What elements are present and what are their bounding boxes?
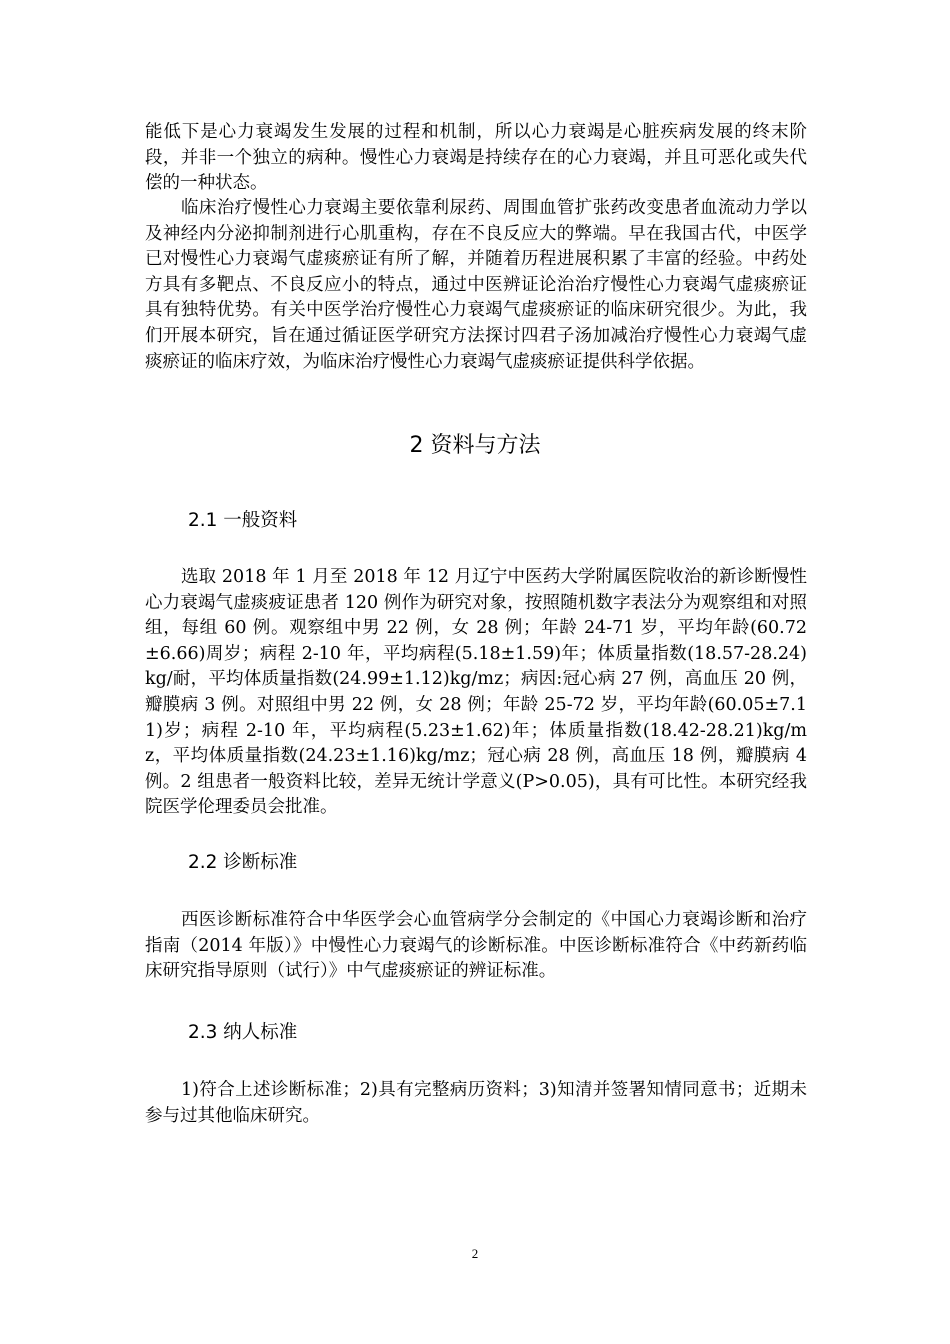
- diagnosis-paragraph: 西医诊断标准符合中华医学会心血管病学分会制定的《中国心力衰竭诊断和治疗指南（2014 年版）》中慢性心力衰竭气的诊断标准。中医诊断标准符合《中药新药临床研究指导原则（试行）》中气虚痰瘀证的辨证标准。: [145, 910, 807, 982]
- inclusion-paragraph: 1)符合上述诊断标准；2)具有完整病历资料；3)知清并签署知情同意书；近期未参与过其他临床研究。: [145, 1080, 807, 1126]
- general-data-paragraph: 选取 2018 年 1 月至 2018 年 12 月辽宁中医药大学附属医院收治的新诊断慢性心力衰竭气虚痰疲证患者 120 例作为研究对象，按照随机数字表法分为观察组和对照组，每组 60 例。观察组中男 22 例，女 28 例；年龄 24-71 岁，平均年龄(60.72±6.66)周岁；病程 2-10 年，平均病程(5.18±1.59)年；体质量指数(18.57-28.24)kg/耐，平均体质量指数(24.99±1.12)kg/mz；病因:冠心病 27 例，高血压 20 例，瓣膜病 3 例。对照组中男 22 例，女 28 例；年龄 25-72 岁，平均年龄(60.05±7.11)岁；病程 2-10 年，平均病程(5.23±1.62)年；体质量指数(18.42-28.21)kg/mz，平均体质量指数(24.23±1.16)kg/mz；冠心病 28 例，高血压 18 例，瓣膜病 4 例。2 组患者一般资料比较，差异无统计学意义(P>0.05)，具有可比性。本研究经我院医学伦理委员会批准。: [145, 567, 807, 818]
- subsection-title-inclusion: 2.3 纳人标准: [188, 1022, 298, 1043]
- intro-paragraph: 临床治疗慢性心力衰竭主要依靠利尿药、周围血管扩张药改变患者血流动力学以及神经内分泌抑制剂进行心肌重构，存在不良反应大的弊端。早在我国古代，中医学已对慢性心力衰竭气虚痰瘀证有所了解，并随着历程进展积累了丰富的经验。中药处方具有多靶点、不良反应小的特点，通过中医辨证论治治疗慢性心力衰竭气虚痰瘀证具有独特优势。有关中医学治疗慢性心力衰竭气虚痰瘀证的临床研究很少。为此，我们开展本研究，旨在通过循证医学研究方法探讨四君子汤加减治疗慢性心力衰竭气虚痰瘀证的临床疗效，为临床治疗慢性心力衰竭气虚痰瘀证提供科学依据。: [145, 198, 807, 372]
- page-number: 2: [471, 1246, 479, 1261]
- subsection-title-diagnosis: 2.2 诊断标准: [188, 852, 298, 873]
- section-title: 2 资料与方法: [409, 433, 541, 458]
- subsection-title-general: 2.1 一般资料: [188, 510, 298, 531]
- intro-continuation-paragraph: 能低下是心力衰竭发生发展的过程和机制，所以心力衰竭是心脏疾病发展的终末阶段，并非一个独立的病种。慢性心力衰竭是持续存在的心力衰竭，并且可恶化或失代偿的一种状态。: [145, 122, 807, 194]
